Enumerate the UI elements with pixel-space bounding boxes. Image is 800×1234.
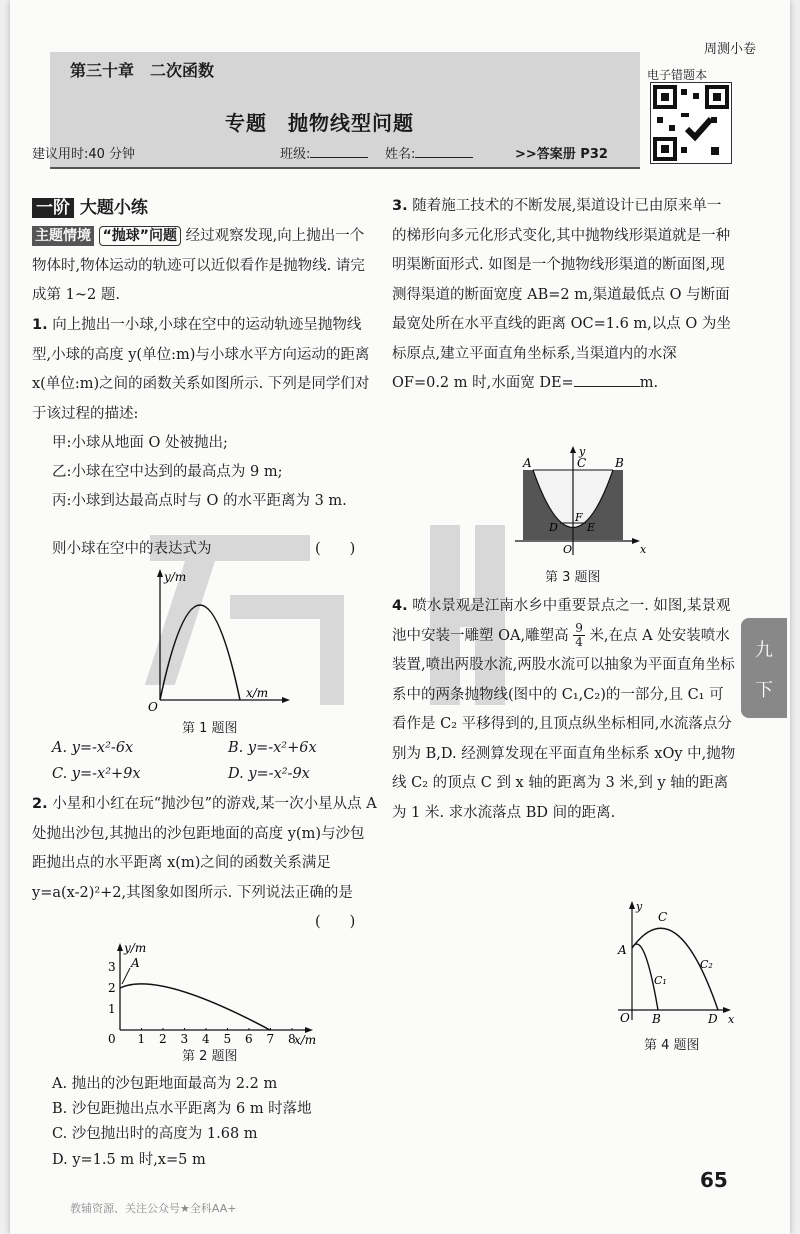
section-title: 大题小练: [79, 198, 148, 218]
q3-stem: [392, 192, 734, 399]
q4-frac-den: 4: [575, 635, 583, 649]
q3-label-y: y: [579, 445, 586, 458]
q1-paren: ( ): [315, 541, 356, 557]
q3-number: 3.: [392, 198, 408, 214]
qr-label: 电子错题本: [647, 68, 708, 82]
worksheet-page: [10, 0, 790, 1234]
scenario-topic: “抛球”问题: [99, 226, 181, 246]
q4-text-2: 米,在点 A 处安装喷水装置,喷出两股水流,两股水流可以抽象为平面直角坐标系中的两条抛物线(图中的 C₁,C₂)的一部分,且 C₁ 可看作是 C₂ 平移得到的,且顶点纵坐标相同,水流落点分别为 B,D. 经测算发现在平面直角坐标系 xOy 中,抛物线 C₂ 的顶点 C 到 x 轴的距离为 3 米,到 y 轴的距离为 1 米. 求水流落点 BD 间的距离.: [392, 627, 736, 821]
q3-label-o: O: [563, 543, 573, 556]
section-heading: [32, 193, 148, 218]
q2-xtick-label: 4: [202, 1032, 210, 1045]
q3-answer-blank[interactable]: [574, 374, 640, 387]
q1-caption: 第 1 题图: [182, 721, 238, 736]
side-tab-bottom: 下: [755, 680, 773, 701]
class-field: [280, 143, 368, 162]
q2-caption: 第 2 题图: [182, 1049, 238, 1064]
q2-xtick-label: 7: [266, 1032, 275, 1045]
q2-xtick-label: 6: [245, 1032, 253, 1045]
scenario-text: 经过观察发现,向上抛出一个物体时,物体运动的轨迹可以近似看作是抛物线. 请完成第 1~2 题.: [32, 228, 365, 303]
qr-code[interactable]: [650, 82, 732, 164]
q2-point-pointer: [122, 968, 130, 984]
q2-ylabel: y/m: [124, 941, 147, 955]
q2-ticks: [108, 960, 296, 1045]
q4-caption: 第 4 题图: [644, 1038, 700, 1053]
q1-option-a[interactable]: A. y=-x²-6x: [52, 740, 134, 756]
q1-origin: O: [148, 700, 158, 714]
answer-ref: >>答案册 P32: [515, 147, 608, 162]
q1-option-d[interactable]: D. y=-x²-9x: [228, 766, 310, 782]
q1-option-b[interactable]: B. y=-x²+6x: [228, 740, 317, 756]
page-number: 65: [700, 1168, 728, 1192]
q2-stem: [32, 790, 377, 908]
q4-label-o: O: [620, 1011, 630, 1025]
q4-label-y: y: [636, 900, 643, 913]
q2-option-b[interactable]: B. 沙包距抛出点水平距离为 6 m 时落地: [52, 1101, 312, 1117]
q4-frac-num: 9: [575, 621, 583, 635]
q2-ytick-label: 1: [108, 1002, 116, 1016]
scenario-block: [32, 222, 377, 311]
q4-label-d: D: [708, 1012, 718, 1026]
q3-unit: m.: [639, 375, 659, 391]
q4-fraction: [573, 622, 585, 649]
q2-option-a[interactable]: A. 抛出的沙包距地面最高为 2.2 m: [52, 1076, 278, 1092]
q2-y-arrow: [117, 943, 123, 951]
q4-label-b: B: [652, 1012, 661, 1026]
q4-label-x: x: [728, 1013, 735, 1026]
q1-xlabel: x/m: [246, 686, 269, 700]
q1-yi: 乙:小球在空中达到的最高点为 9 m;: [52, 464, 283, 480]
q3-label-c: C: [577, 456, 587, 470]
section-tag: 一阶: [32, 198, 74, 218]
corner-label: 周测小卷: [703, 42, 756, 57]
q2-xlabel: x/m: [294, 1033, 317, 1045]
name-label: 姓名:: [385, 147, 416, 162]
q2-xtick-label: 0: [108, 1032, 116, 1045]
q2-text: 小星和小红在玩“抛沙包”的游戏,某一次小星从点 A 处抛出沙包,其抛出的沙包距地面的高度 y(m)与沙包距抛出点的水平距离 x(m)之间的函数关系满足 y=a(x-2)²+2,其图象如图所示. 下列说法正确的是: [32, 796, 377, 901]
q4-stem: [392, 592, 737, 828]
q4-label-c2: C₂: [700, 958, 713, 971]
q4-number: 4.: [392, 598, 408, 614]
q1-stem: [32, 311, 377, 429]
suggested-time: 建议用时:40 分钟: [32, 147, 136, 162]
q3-label-e: E: [587, 521, 596, 534]
q2-graph: [98, 940, 338, 1045]
name-field: [385, 143, 473, 162]
class-blank: [310, 145, 368, 158]
q2-point-label: A: [131, 956, 140, 970]
q1-jia: 甲:小球从地面 O 处被抛出;: [52, 435, 228, 451]
grade-side-tab[interactable]: [741, 618, 787, 718]
q2-xtick-label: 5: [223, 1032, 232, 1045]
q1-option-c[interactable]: C. y=-x²+9x: [52, 766, 141, 782]
q1-parabola: [160, 605, 240, 700]
q3-label-a: A: [523, 456, 532, 470]
q4-label-a: A: [618, 943, 627, 957]
q2-number: 2.: [32, 796, 48, 812]
q2-ytick-label: 3: [108, 960, 116, 974]
q2-ytick-label: 2: [108, 981, 116, 995]
q1-bing: 丙:小球到达最高点时与 O 的水平距离为 3 m.: [52, 493, 347, 509]
q4-graph: [608, 898, 743, 1028]
scenario-tag: 主题情境: [32, 226, 94, 246]
q4-label-c: C: [658, 910, 668, 924]
footer-note: 教辅资源、关注公众号★全科AA+: [70, 1202, 237, 1215]
q3-graph: [505, 445, 655, 563]
q2-xtick-label: 8: [288, 1032, 296, 1045]
q3-caption: 第 3 题图: [545, 570, 601, 585]
q1-ask: 则小球在空中的表达式为: [52, 541, 212, 557]
q3-label-x: x: [640, 543, 647, 556]
side-tab-top: 九: [755, 640, 773, 661]
q4-label-c1: C₁: [654, 974, 667, 987]
q3-label-f: F: [575, 511, 583, 524]
chapter-title: 第三十章 二次函数: [70, 61, 215, 80]
q1-number: 1.: [32, 317, 48, 333]
q2-xtick-label: 1: [137, 1032, 146, 1045]
q2-xtick-label: 3: [180, 1032, 189, 1045]
q2-parabola: [120, 984, 270, 1030]
q3-label-d: D: [549, 521, 558, 534]
q1-graph: [140, 565, 300, 715]
q2-paren: ( ): [315, 914, 356, 930]
topic-title: 专题 抛物线型问题: [225, 111, 414, 135]
q2-option-d[interactable]: D. y=1.5 m 时,x=5 m: [52, 1152, 206, 1168]
q2-xtick-label: 2: [159, 1032, 167, 1045]
q1-ylabel: y/m: [164, 570, 187, 584]
q2-option-c[interactable]: C. 沙包抛出时的高度为 1.68 m: [52, 1126, 258, 1142]
q1-y-arrow: [157, 569, 163, 577]
class-label: 班级:: [280, 147, 311, 162]
q3-text: 随着施工技术的不断发展,渠道设计已由原来单一的梯形向多元化形式变化,其中抛物线形渠道就是一种明渠断面形式. 如图是一个抛物线形渠道的断面图,现测得渠道的断面宽度 AB=2 m,渠道最低点 O 与断面最宽处所在水平直线的距离 OC=1.6 m,以点 O 为坐标原点,建立平面直角坐标系,当渠道内的水深 OF=0.2 m 时,水面宽 DE=: [392, 198, 731, 391]
q1-x-arrow: [282, 697, 290, 703]
name-blank: [415, 145, 473, 158]
q1-text: 向上抛出一小球,小球在空中的运动轨迹呈抛物线型,小球的高度 y(单位:m)与小球水平方向运动的距离 x(单位:m)之间的函数关系如图所示. 下列是同学们对于该过程的描述:: [32, 317, 370, 422]
q4-text-1: 喷水景观是江南水乡中重要景点之一. 如图,某景观池中安装一雕塑 OA,雕塑高: [392, 598, 731, 644]
q3-label-b: B: [615, 456, 624, 470]
